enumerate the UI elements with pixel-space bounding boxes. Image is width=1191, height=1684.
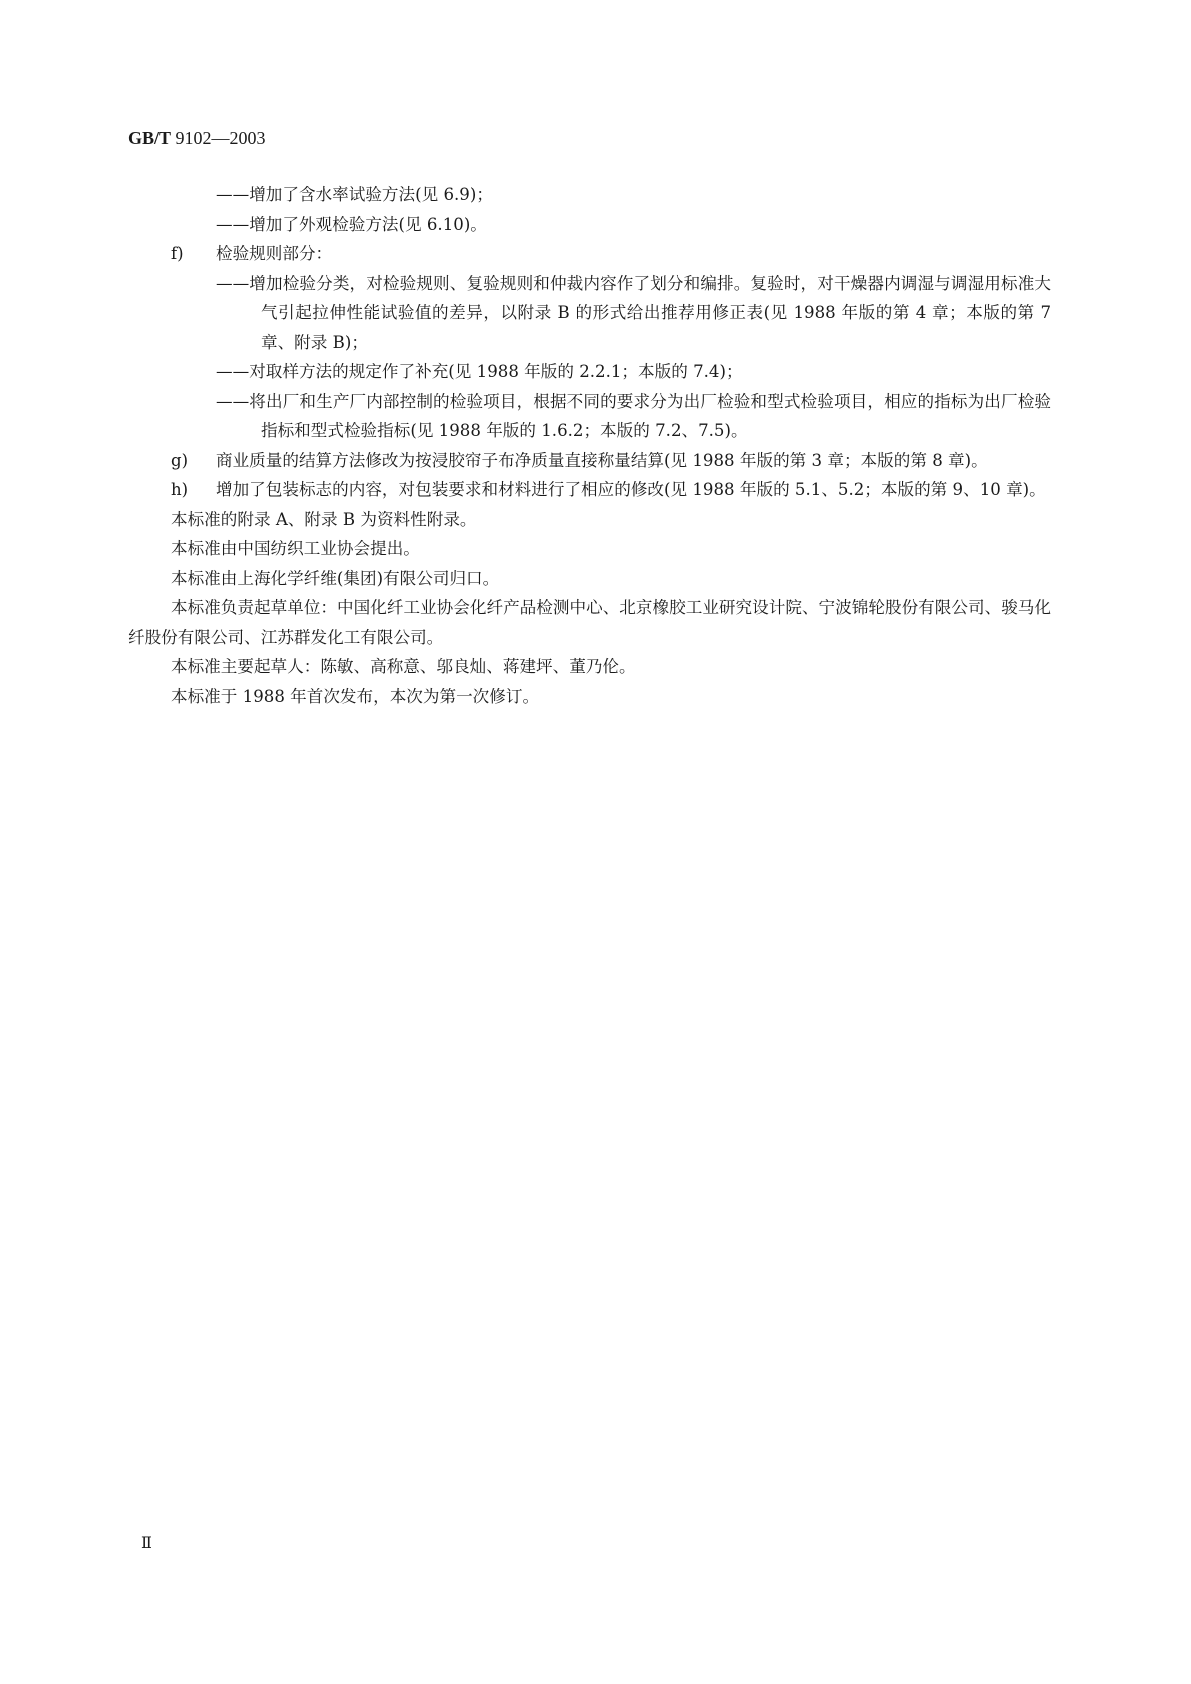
document-body xyxy=(128,180,1051,711)
list-item-h xyxy=(171,475,1051,505)
list-item-inspection-classification: ——增加检验分类，对检验规则、复验规则和仲裁内容作了划分和编排。复验时，对干燥器内调湿与调湿用标准大气引起拉伸性能试验值的差异，以附录 B 的形式给出推荐用修正表(见 1988 年版的第 4 章；本版的第 7 章、附录 B)； xyxy=(216,273,1051,352)
list-marker-h: h) xyxy=(171,480,189,499)
paragraph-drafters: 本标准主要起草人：陈敏、高称意、邬良灿、蒋建坪、董乃伦。 xyxy=(171,657,636,676)
list-text-f: 检验规则部分： xyxy=(216,244,333,263)
standard-code-header xyxy=(128,128,266,149)
standard-prefix: GB/T xyxy=(128,128,172,148)
paragraph-administrator: 本标准由上海化学纤维(集团)有限公司归口。 xyxy=(171,568,500,588)
list-item-f xyxy=(171,239,1051,269)
list-text-g: 商业质量的结算方法修改为按浸胶帘子布净质量直接称量结算(见 1988 年版的第 3 章；本版的第 8 章)。 xyxy=(216,450,988,470)
list-item-moisture-test: ——增加了含水率试验方法(见 6.9)； xyxy=(216,185,493,204)
paragraph-proposer: 本标准由中国纺织工业协会提出。 xyxy=(171,539,420,558)
list-item-sampling-method: ——对取样方法的规定作了补充(见 1988 年版的 2.2.1；本版的 7.4)； xyxy=(216,362,743,381)
page-number: Ⅱ xyxy=(141,1535,152,1552)
list-marker-g: g) xyxy=(171,450,189,470)
paragraph-appendix: 本标准的附录 A、附录 B 为资料性附录。 xyxy=(171,509,477,529)
standard-number: 9102—2003 xyxy=(171,128,266,148)
list-text-h: 增加了包装标志的内容，对包装要求和材料进行了相应的修改(见 1988 年版的 5.1、5.2；本版的第 9、10 章)。 xyxy=(216,480,1046,499)
paragraph-drafting-units: 本标准负责起草单位：中国化纤工业协会化纤产品检测中心、北京橡胶工业研究设计院、宁波锦轮股份有限公司、骏马化纤股份有限公司、江苏群发化工有限公司。 xyxy=(128,598,1051,647)
paragraph-publication-history: 本标准于 1988 年首次发布，本次为第一次修订。 xyxy=(171,686,540,706)
list-item-g xyxy=(171,446,1051,476)
list-item-appearance-test: ——增加了外观检验方法(见 6.10)。 xyxy=(216,214,487,234)
list-item-inspection-items: ——将出厂和生产厂内部控制的检验项目，根据不同的要求分为出厂检验和型式检验项目，相应的指标为出厂检验指标和型式检验指标(见 1988 年版的 1.6.2；本版的 7.2、7.5)。 xyxy=(216,391,1051,440)
list-marker-f: f) xyxy=(171,244,184,263)
